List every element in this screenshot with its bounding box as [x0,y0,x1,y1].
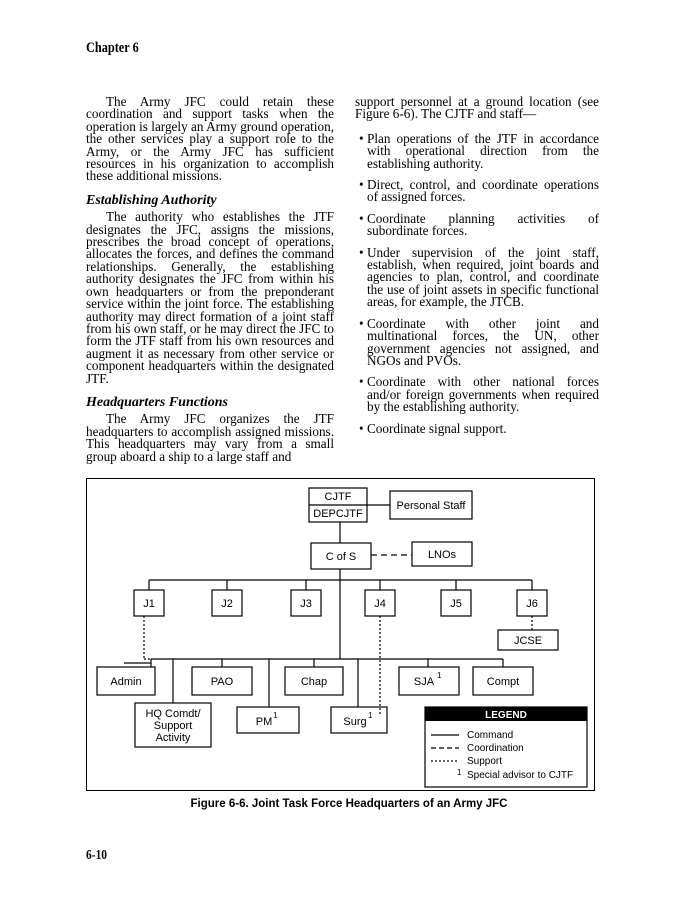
right-column [355,96,599,444]
surg-superscript: 1 [368,711,373,720]
hq-comdt-line1: HQ Comdt/ [145,708,201,720]
lnos-label: LNOs [427,549,457,561]
heading-establishing-authority: Establishing Authority [86,192,217,208]
bullet-item: • Plan operations of the JTF in accordance with operational direction from the establishing authority. [359,130,599,171]
bullet-item: • Direct, control, and coordinate operations of assigned forces. [359,177,599,205]
legend-special: Special advisor to CJTF [467,770,574,781]
bullet-text: Coordinate with other national forces and/or foreign governments when required by the establishing authority. [367,374,599,415]
cjtf-label: CJTF [324,491,352,503]
figure-caption: Figure 6-6. Joint Task Force Headquarters of an Army JFC [190,798,508,810]
bullet-text: Coordinate planning activities of subordinate forces. [367,210,599,239]
hq-comdt-line3: Activity [155,732,191,744]
sja-superscript: 1 [437,671,442,680]
depcjtf-label: DEPCJTF [313,508,363,520]
cofs-label: C of S [325,551,357,563]
left-paragraph-3: The Army JFC organizes the JTF headquarters to accomplish assigned missions. This headquarters may vary from a small group aboard a ship to a large staff and [86,411,334,464]
bullet-item: • Coordinate planning activities of subordinate forces. [359,210,599,239]
legend-title: LEGEND [485,710,527,721]
bullet-text: Coordinate signal support. [367,420,507,436]
page-number: 6-10 [86,848,108,863]
legend-support: Support [467,756,503,767]
j6-label: J6 [526,598,538,610]
j2-label: J2 [221,598,233,610]
admin-label: Admin [110,676,142,688]
j5-label: J5 [450,598,462,610]
pao-label: PAO [210,676,234,688]
left-paragraph-1: The Army JFC could retain these coordination and support tasks when the operation is largely an Army ground operation, the other services play a support role to the Army, or the Army JFC has sufficient resources in his organization to accomplish these additional missions. [86,94,334,184]
pm-superscript: 1 [273,711,278,720]
org-chart [87,479,594,790]
bullet-text: Under supervision of the joint staff, establish, when required, joint boards and agencies to plan, control, and coordinate the use of joint assets in specific functional areas, for example, the JTCB. [367,244,599,310]
bullet-item: • Coordinate with other joint and multinational forces, the UN, other government agencies not assigned, and NGOs and PVOs. [359,315,599,368]
surg-label: Surg [343,716,367,728]
legend-special-mark: 1 [457,768,462,777]
bullet-item: • Coordinate with other national forces and/or foreign governments when required by the establishing authority. [359,374,599,415]
bullet-item: • Coordinate signal support. [359,420,507,436]
compt-label: Compt [486,676,520,688]
legend-command: Command [467,730,514,741]
j4-label: J4 [374,598,386,610]
j3-label: J3 [300,598,312,610]
bullet-item: • Under supervision of the joint staff, establish, when required, joint boards and agencies to plan, control, and coordinate the use of joint assets in specific functional areas, for example, the JTCB. [359,244,599,310]
heading-headquarters-functions: Headquarters Functions [86,394,228,410]
chap-label: Chap [300,676,328,688]
hq-comdt-line2: Support [153,720,193,732]
legend-coordination: Coordination [467,743,524,754]
j1-label: J1 [143,598,155,610]
left-column [86,96,334,475]
bullet-text: Direct, control, and coordinate operations of assigned forces. [367,177,599,205]
chapter-header: Chapter 6 [86,40,139,56]
left-paragraph-2: The authority who establishes the JTF designates the JFC, assigns the missions, prescribes the broad concept of operations, allocates the forces, and defines the command relationships. Generally, the establishing authority designates the JFC from within his own headquarters or from the preponderant service within the joint force. The establishing authority may direct formation of a joint staff from his own staff, or he may direct the JFC to form the JTF staff from his own resources and augment it as necessary from other service or component headquarters within the designated JTF. [86,209,334,386]
right-paragraph-1: support personnel at a ground location (see Figure 6-6). The CJTF and staff— [355,94,599,122]
bullet-text: Plan operations of the JTF in accordance with operational direction from the establishing authority. [367,130,599,171]
jcse-label: JCSE [513,635,543,647]
sja-label: SJA [413,676,435,688]
org-chart-figure [86,478,595,791]
pm-label: PM [255,716,273,728]
personal-staff-label: Personal Staff [396,500,466,512]
bullet-text: Coordinate with other joint and multinational forces, the UN, other government agencies not assigned, and NGOs and PVOs. [367,315,599,368]
